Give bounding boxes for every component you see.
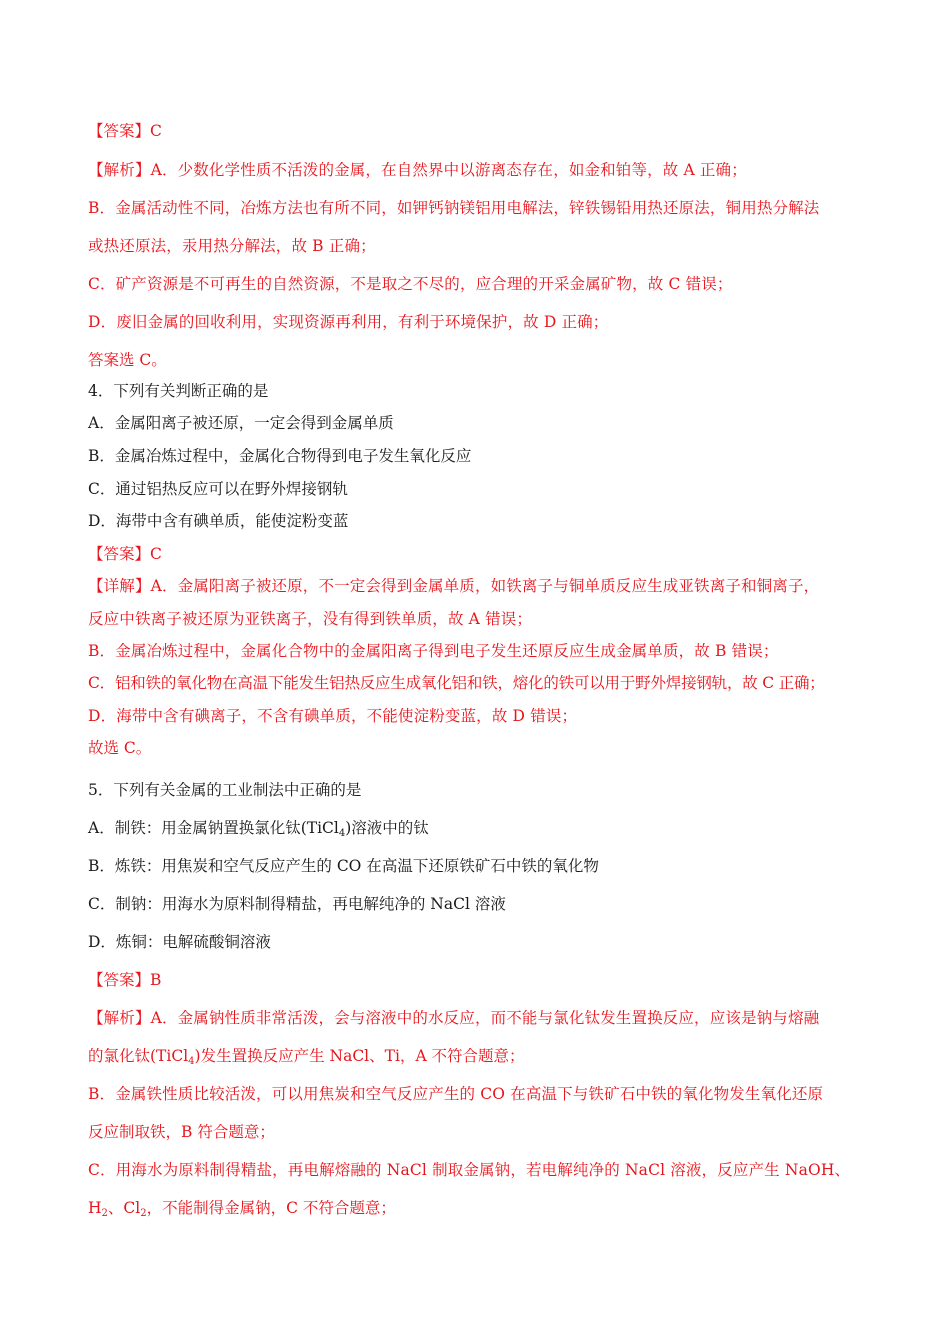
analysis-line-d: D．废旧金属的回收利用，实现资源再利用，有利于环境保护，故 D 正确； (88, 313, 609, 331)
analysis-a2-subscript: 4 (188, 1056, 195, 1067)
analysis-a2-post: )发生置换反应产生 NaCl、Ti，A 不符合题意； (194, 1047, 525, 1065)
analysis-c2-h: H (88, 1199, 102, 1217)
question-5-analysis-b2: 反应制取铁，B 符合题意； (88, 1123, 275, 1141)
question-5-stem: 5．下列有关金属的工业制法中正确的是 (88, 781, 362, 799)
question-4-detail-a2: 反应中铁离子被还原为亚铁离子，没有得到铁单质，故 A 错误； (88, 610, 533, 628)
analysis-a2-pre: 的氯化钛(TiCl (88, 1047, 189, 1065)
option-a-text-post: )溶液中的钛 (345, 819, 429, 837)
option-a-subscript: 4 (338, 828, 346, 839)
analysis-line-c: C．矿产资源是不可再生的自然资源，不是取之不尽的，应合理的开采金属矿物，故 C 错误； (88, 275, 733, 293)
question-5-option-c: C．制钠：用海水为原料制得精盐，再电解纯净的 NaCl 溶液 (88, 895, 506, 913)
question-5-option-b: B．炼铁：用焦炭和空气反应产生的 CO 在高温下还原铁矿石中铁的氧化物 (88, 857, 599, 875)
answer-label: 【答案】C (88, 122, 162, 140)
question-4-option-b: B．金属冶炼过程中，金属化合物得到电子发生氧化反应 (88, 447, 472, 465)
question-4-option-a: A．金属阳离子被还原，一定会得到金属单质 (88, 414, 394, 432)
question-5-option-a (88, 817, 429, 839)
analysis-c2-cl-subscript: 2 (140, 1208, 147, 1219)
question-4-detail-a1: 【详解】A．金属阳离子被还原，不一定会得到金属单质，如铁离子与铜单质反应生成亚铁离子和铜离子， (88, 577, 820, 595)
question-4-option-c: C．通过铝热反应可以在野外焊接钢轨 (88, 480, 348, 498)
question-4-option-d: D．海带中含有碘单质，能使淀粉变蓝 (88, 512, 349, 530)
conclusion-line: 答案选 C。 (88, 351, 167, 369)
analysis-line-b2: 或热还原法，汞用热分解法，故 B 正确； (88, 237, 376, 255)
question-5-option-d: D．炼铜：电解硫酸铜溶液 (88, 933, 271, 951)
option-a-text-pre: A．制铁：用金属钠置换氯化钛(TiCl (88, 819, 339, 837)
question-5-analysis-c1: C．用海水为原料制得精盐，再电解熔融的 NaCl 制取金属钠，若电解纯净的 NaCl 溶液，反应产生 NaOH、 (88, 1161, 851, 1179)
question-4-detail-d: D．海带中含有碘离子，不含有碘单质，不能使淀粉变蓝，故 D 错误； (88, 707, 578, 725)
question-5-analysis-a2 (88, 1045, 525, 1067)
question-5-analysis-a1: 【解析】A．金属钠性质非常活泼，会与溶液中的水反应，而不能与氯化钛发生置换反应，应该是钠与熔融 (88, 1009, 820, 1027)
question-4-answer: 【答案】C (88, 545, 162, 563)
analysis-c2-h-subscript: 2 (101, 1208, 108, 1219)
question-4-detail-b: B．金属冶炼过程中，金属化合物中的金属阳离子得到电子发生还原反应生成金属单质，故 B 错误； (88, 642, 779, 660)
analysis-c2-mid: 、Cl (107, 1199, 141, 1217)
analysis-line-a: 【解析】A．少数化学性质不活泼的金属，在自然界中以游离态存在，如金和铂等，故 A 正确； (88, 161, 747, 179)
question-5-analysis-c2 (88, 1197, 396, 1219)
question-5-answer: 【答案】B (88, 971, 162, 989)
question-4-detail-c: C．铝和铁的氧化物在高温下能发生铝热反应生成氧化铝和铁，熔化的铁可以用于野外焊接钢轨，故 C 正确； (88, 674, 825, 692)
question-4-conclusion: 故选 C。 (88, 739, 152, 757)
analysis-line-b1: B．金属活动性不同，冶炼方法也有所不同，如钾钙钠镁铝用电解法，锌铁锡铅用热还原法，铜用热分解法 (88, 199, 820, 217)
analysis-c2-post: ，不能制得金属钠，C 不符合题意； (146, 1199, 396, 1217)
question-4-stem: 4．下列有关判断正确的是 (88, 382, 269, 400)
question-5-analysis-b1: B．金属铁性质比较活泼，可以用焦炭和空气反应产生的 CO 在高温下与铁矿石中铁的氧化物发生氧化还原 (88, 1085, 824, 1103)
